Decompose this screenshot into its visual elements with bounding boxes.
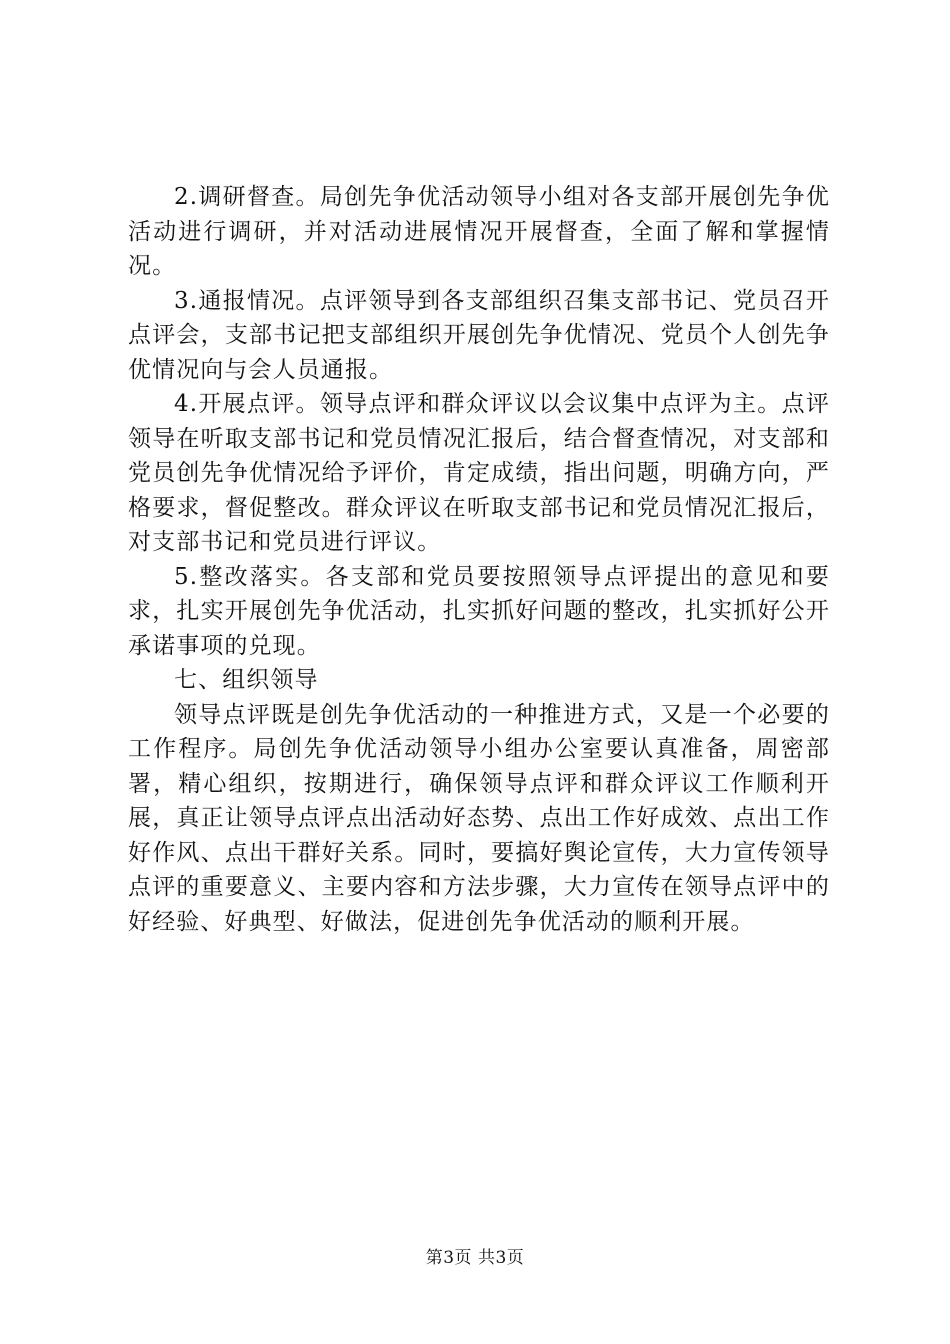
paragraph-conduct-review: 4.开展点评。领导点评和群众评议以会议集中点评为主。点评领导在听取支部书记和党员情况汇报后，结合督查情况，对支部和党员创先争优情况给予评价，肯定成绩，指出问题，明确方向，严格要求，督促整改。群众评议在听取支部书记和党员情况汇报后，对支部书记和党员进行评议。	[128, 391, 830, 555]
paragraph-report-situation: 3.通报情况。点评领导到各支部组织召集支部书记、党员召开点评会，支部书记把支部组织开展创先争优情况、党员个人创先争优情况向与会人员通报。	[128, 287, 830, 383]
document-body	[128, 180, 830, 939]
paragraph-organization-leadership: 领导点评既是创先争优活动的一种推进方式，又是一个必要的工作程序。局创先争优活动领导小组办公室要认真准备，周密部署，精心组织，按期进行，确保领导点评和群众评议工作顺利开展，真正让领导点评点出活动好态势、点出工作好成效、点出工作好作风、点出干群好关系。同时，要搞好舆论宣传，大力宣传领导点评的重要意义、主要内容和方法步骤，大力宣传在领导点评中的好经验、好典型、好做法，促进创先争优活动的顺利开展。	[128, 701, 830, 935]
section-heading: 七、组织领导	[174, 667, 319, 693]
paragraph-research-inspection: 2.调研督查。局创先争优活动领导小组对各支部开展创先争优活动进行调研，并对活动进展情况开展督查，全面了解和掌握情况。	[128, 184, 830, 279]
page-number-footer: 第3页 共3页	[425, 1248, 525, 1268]
paragraph-rectification: 5.整改落实。各支部和党员要按照领导点评提出的意见和要求，扎实开展创先争优活动，扎实抓好问题的整改，扎实抓好公开承诺事项的兑现。	[128, 563, 830, 659]
